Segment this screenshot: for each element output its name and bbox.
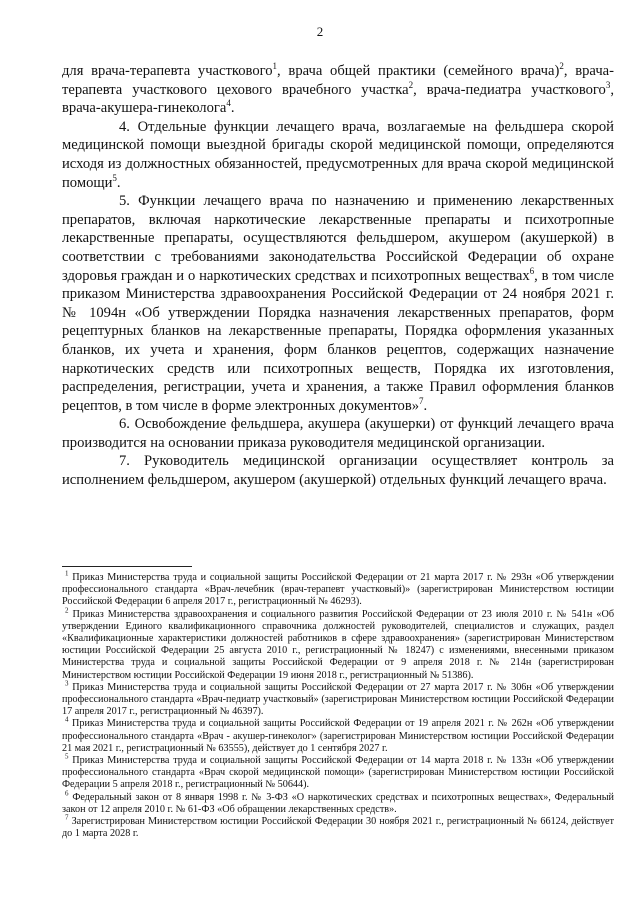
footnote-3: $^3$ Приказ Министерства труда и социальной защиты Российской Федерации от 27 марта 2017 г. № 306н «Об утверждении профессионального стандарта «Врач-педиатр участковый» (зарегистрирован Министерством юстиции Российской Федерации 17 апреля 2017 г., регистрационный № 46397).	[62, 679, 615, 718]
footnote-6: $^6$ Федеральный закон от 8 января 1998 г. № 3-ФЗ «О наркотических средствах и психотропных веществах», Федеральный закон от 12 апреля 2010 г. № 61-ФЗ «Об обращении лекарственных средств».	[62, 789, 614, 815]
footnote-ref: 4	[226, 98, 231, 109]
footnote-7: $^7$ Зарегистрирован Министерством юстиции Российской Федерации 30 ноября 2021 г., регистрационный № 66124, действует до 1 марта 2028 г.	[62, 813, 614, 840]
footnote-ref: 6	[529, 265, 535, 276]
paragraph-5: 5. Функции лечащего врача по назначению и применению лекарственных препаратов, включая наркотические лекарственные препараты и психотропные лекарственные препараты, осуществляются фельдшером, акушером (акушеркой) в соответствии с требованиями законодательства Российской Федерации об охране здоровья граждан и о наркотических средствах и психотропных веществах$^6$, в том числе приказом Министерства здравоохранения Российской Федерации от 24 ноября 2021 г. № 1094н «Об утверждении Порядка назначения лекарственных препаратов, форм рецептурных бланков на лекарственные препараты, Порядка оформления указанных бланков, их учета и хранения, форм бланков рецептов, содержащих назначение наркотических средств или психотропных веществ, Порядка их изготовления, распределения, регистрации, учета и хранения, а также Правил оформления бланков рецептов, в том числе в форме электронных документов»$^7$.	[62, 193, 614, 414]
paragraph-6: 6. Освобождение фельдшера, акушера (акушерки) от функций лечащего врача производится на основании приказа руководителя медицинской организации.	[62, 416, 614, 451]
paragraph-4: 4. Отдельные функции лечащего врача, возлагаемые на фельдшера скорой медицинской помощи выездной бригады скорой медицинской помощи, определяются исходя из должностных обязанностей, предусмотренных для врача скорой медицинской помощи$^5$.	[62, 118, 614, 191]
footnote-ref: 2	[408, 79, 414, 90]
page-number: 2	[316, 24, 324, 39]
footnote-ref: 2	[559, 61, 564, 72]
footnote-2: $^2$ Приказ Министерства здравоохранения и социального развития Российской Федерации от 23 июля 2010 г. № 541н «Об утверждении Единого квалификационного справочника должностей руководителей, специалистов и служащих, раздел «Квалификационные характеристики должностей работников в сфере здравоохранения» (зарегистрирован Министерством юстиции Российской Федерации 25 августа 2010 г., регистрационный № 18247) с изменениями, внесенными приказом Министерства труда и социальной защиты Российской Федерации от 9 апреля 2018 г. № 214н (зарегистрирован Министерством юстиции Российской Федерации 19 июня 2018 г., регистрационный № 51386).	[62, 606, 615, 681]
footnote-1: $^1$ Приказ Министерства труда и социальной защиты Российской Федерации от 21 марта 2017 г. № 293н «Об утверждении профессионального стандарта «Врач-лечебник (врач-терапевт участковый)» (зарегистрирован Министерством юстиции Российской Федерации 6 апреля 2017 г., регистрационный № 46293).	[62, 569, 615, 608]
footnote-ref: 7	[419, 395, 424, 406]
footnotes	[62, 569, 615, 840]
footnote-ref: 3	[605, 79, 611, 90]
footnote-ref: 1	[272, 61, 278, 72]
footnote-4: $^4$ Приказ Министерства труда и социальной защиты Российской Федерации от 19 апреля 2021 г. № 262н «Об утверждении профессионального стандарта «Врач - акушер-гинеколог» (зарегистрирован Министерством юстиции Российской Федерации 21 мая 2021 г., регистрационный № 63555), действует до 1 сентября 2027 г.	[62, 716, 615, 754]
footnote-divider	[62, 566, 192, 567]
footnote-ref: 5	[112, 172, 117, 183]
paragraph-7: 7. Руководитель медицинской организации осуществляет контроль за исполнением фельдшером, акушером (акушеркой) отдельных функций лечащего врача.	[62, 453, 614, 489]
body-text	[62, 62, 614, 490]
paragraph-continuation: для врача-терапевта участкового$^1$, врача общей практики (семейного врача)$^2$, врача-терапевта участкового цехового врачебного участка$^2$, врача-педиатра участкового$^3$, врача-акушера-гинеколога$^4$.	[62, 61, 614, 117]
footnote-5: $^5$ Приказ Министерства труда и социальной защиты Российской Федерации от 14 марта 2018 г. № 133н «Об утверждении профессионального стандарта «Врач скорой медицинской помощи» (зарегистрирован Министерством юстиции Российской Федерации 5 апреля 2018 г., регистрационный № 50644).	[62, 752, 615, 791]
